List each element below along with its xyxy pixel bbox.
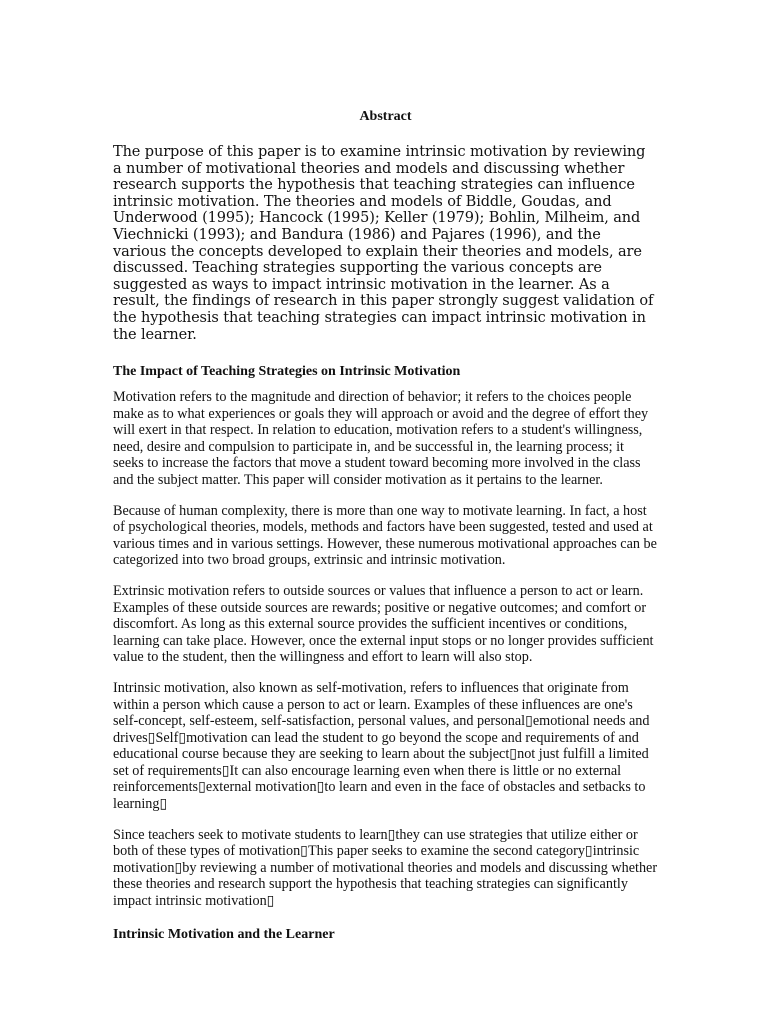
paragraph-extrinsic-motivation: Extrinsic motivation refers to outside sources or values that influence a person to act or learn. Examples of these outside sources are rewards; positive or negative outcomes; and comfort or discomfort. As long as this external source provides the sufficient incentives or conditions, learning can take place. However, once the external input stops or no longer provides sufficient value to the student, then the willingness and effort to learn will also stop. — [113, 583, 654, 666]
paragraph-motivation-definition: Motivation refers to the magnitude and direction of behavior; it refers to the choices people make as to what experiences or goals they will approach or avoid and the degree of effort they will exert in that respect. In relation to education, motivation refers to a student's willingness, need, desire and compulsion to participate in, and be successful in, the learning process; it seeks to increase the factors that move a student toward becoming more involved in the class and the subject matter. This paper will consider motivation as it pertains to the learner. — [113, 389, 649, 488]
abstract-body: The purpose of this paper is to examine intrinsic motivation by reviewing a number of motivational theories and models and discussing whether research supports the hypothesis that teaching strategies can influence intrinsic motivation. The theories and models of Biddle, Goudas, and Underwood (1995); Hancock (1995); Keller (1979); Bohlin, Milheim, and Viechnicki (1993); and Bandura (1986) and Pajares (1996), and the various the concepts developed to explain their theories and models, are discussed. Teaching strategies supporting the various concepts are suggested as ways to impact intrinsic motivation in the learner. As a result, the findings of research in this paper strongly suggest validation of the hypothesis that teaching strategies can impact intrinsic motivation in the learner. — [113, 144, 654, 343]
abstract-heading: Abstract — [359, 109, 412, 124]
section-heading-learner: Intrinsic Motivation and the Learner — [113, 927, 335, 943]
paragraph-teacher-strategies: Since teachers seek to motivate students to learn▯they can use strategies that utilize either or both of these types of motivation▯This paper seeks to examine the second category▯intrinsic motivation▯by reviewing a number of motivational theories and models and discussing whether these theories and research support the hypothesis that teaching strategies can significantly impact intrinsic motivation▯ — [113, 826, 658, 909]
paragraph-human-complexity: Because of human complexity, there is more than one way to motivate learning. In fact, a host of psychological theories, models, methods and factors have been suggested, tested and used at various times and in various settings. However, these numerous motivational approaches can be categorized into two broad groups, extrinsic and intrinsic motivation. — [113, 502, 657, 569]
section-heading-impact: The Impact of Teaching Strategies on Intrinsic Motivation — [113, 364, 461, 380]
paragraph-intrinsic-motivation: Intrinsic motivation, also known as self-motivation, refers to influences that originate from within a person which cause a person to act or learn. Examples of these influences are one's self-concept, self-esteem, self-satisfaction, personal values, and personal▯emotional needs and drives▯Self▯motivation can lead the student to go beyond the scope and requirements of and educational course because they are seeking to learn about the subject▯not just fulfill a limited set of requirements▯It can also encourage learning even when there is little or no external reinforcements▯external motivation▯to learn and even in the face of obstacles and setbacks to learning▯ — [113, 680, 650, 812]
document-page — [113, 104, 658, 952]
